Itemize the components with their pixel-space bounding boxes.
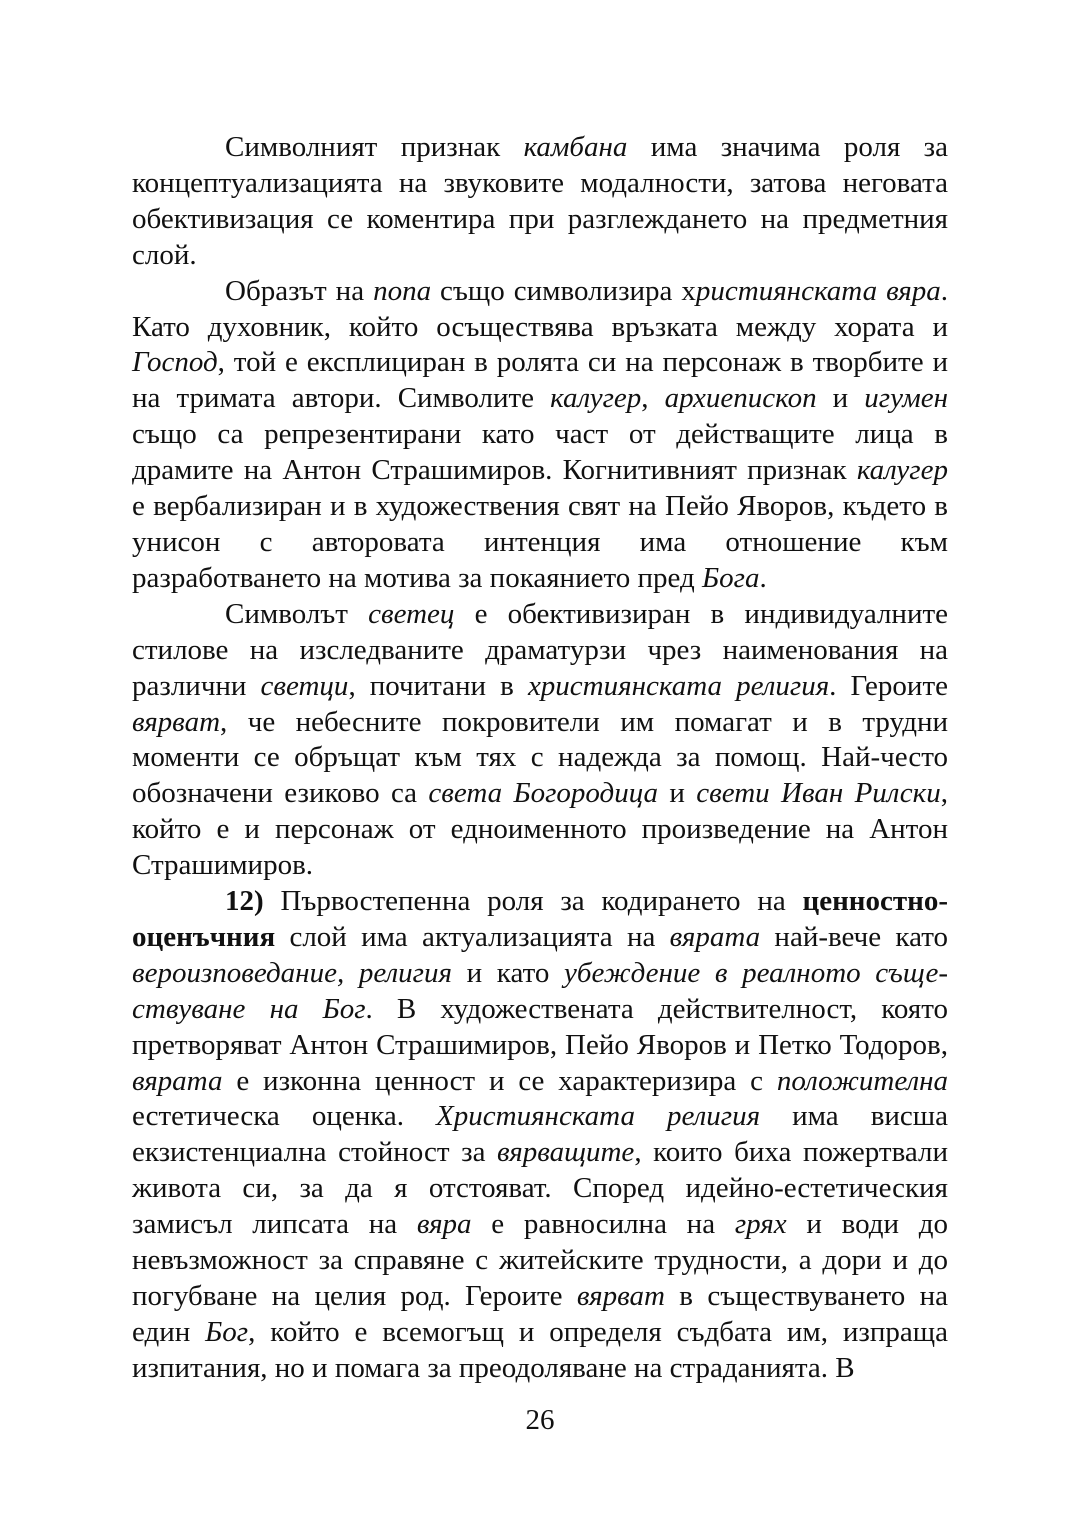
italic-term: архиепископ — [664, 382, 817, 415]
text-run: е изконна ценност и се характеризира с — [222, 1064, 777, 1097]
text-run: в съществуването на един — [132, 1280, 948, 1348]
text-run: , който е и персонаж от едноименното произведение на Антон Страшимиров. — [132, 777, 948, 882]
italic-term: вярата — [132, 1064, 223, 1097]
text-run: , които биха пожертвали живота си, за да я отстояват. Според идейно-естетическия замисъл липсата на — [132, 1136, 948, 1241]
paragraph — [132, 597, 948, 884]
italic-term: камбана — [523, 131, 628, 163]
italic-term: вяра — [416, 1208, 472, 1241]
text-run: . В художествената действителност, която претворяват Антон Страшимиров, Пейо Яворов и Петко Тодоров, — [132, 992, 948, 1061]
italic-term: игумен — [864, 382, 948, 415]
paragraph — [132, 884, 948, 1387]
italic-term: Християнската религия — [436, 1100, 761, 1133]
text-run: и води до невъзможност за справяне с житейските трудности, а дори и до погубване на целия род. Героите — [132, 1208, 949, 1312]
text-run: е обективизиран в индивидуалните стилове на изследваните драматурзи чрез наименования на различни — [132, 597, 949, 702]
text-run: Първостепенна роля за кодирането на — [263, 885, 803, 918]
italic-term: ристиянската вяра — [695, 274, 941, 307]
text-run: и — [658, 777, 697, 810]
text-run: и — [816, 382, 865, 415]
text-run: . Като духовник, който осъществява връзката между хората и — [132, 274, 948, 343]
italic-term: светец — [368, 597, 455, 630]
text-run: и като — [451, 956, 565, 989]
text-run: , той е експлициран в ролята си на персонаж в творбите и на тримата автори. Символите — [132, 346, 948, 415]
paragraph — [132, 130, 948, 274]
italic-term: вярват — [132, 705, 221, 738]
italic-term: убеждение в реалното съществуване на Бог — [132, 956, 948, 1025]
bold-term: ценностно-оценъчния — [132, 885, 948, 953]
italic-term: Бог — [205, 1315, 249, 1348]
text-run: естетическа оценка. — [132, 1100, 437, 1133]
text-run: има значима роля за концептуализацията на звуковите модалности, затова неговата обективизация се коментира при разглеждането на предметния слой. — [132, 131, 949, 271]
italic-term: света Богородица — [428, 777, 659, 810]
italic-term: християнската религия — [527, 669, 830, 702]
italic-term: положителна — [776, 1064, 948, 1097]
text-run: . Героите — [829, 669, 948, 702]
text-run: също символизира х — [431, 274, 696, 307]
paragraph — [132, 274, 948, 597]
text-run: Символният признак — [225, 131, 524, 163]
page-body — [132, 130, 948, 1387]
italic-term: вярата — [669, 920, 761, 953]
bold-term: 12) — [225, 885, 264, 918]
italic-term: светци — [260, 669, 349, 702]
italic-term: Господ — [132, 346, 218, 379]
text-run: Образът на — [225, 274, 374, 307]
italic-term: вярват — [576, 1280, 665, 1312]
text-run: най-вече като — [760, 920, 948, 953]
text-run: е равносилна на — [471, 1208, 735, 1241]
italic-term: калугер — [550, 382, 642, 415]
italic-term: грях — [734, 1208, 787, 1241]
text-run: , че небесните покровители им помагат и в трудни моменти се обръщат към тях с надежда за помощ. Най-често обозначени езиково са — [132, 705, 948, 810]
text-run: , който е всемогъщ и определя съдбата им, изпраща изпитания, но и помага за преодоляване на страданията. В — [132, 1315, 948, 1384]
text-run: , — [641, 382, 665, 415]
italic-term: свети Иван Рилски — [696, 777, 941, 810]
italic-term: вероизповедание, религия — [132, 956, 452, 989]
text-run: . — [759, 561, 767, 594]
text-run: също са репрезентирани като част от действащите лица в драмите на Антон Страшимиров. Когнитивният признак — [132, 418, 948, 487]
page-number: 26 — [525, 1404, 555, 1436]
text-run: е вербализиран и в художествения свят на Пейо Яворов, където в унисон с авторовата интенция има отношение към разработването на мотива за покаянието пред — [132, 490, 948, 594]
text-run: , почитани в — [348, 669, 528, 702]
italic-term: калугер — [856, 454, 948, 487]
italic-term: вярващите — [497, 1136, 635, 1169]
text-run: има висша екзистенциална стойност за — [132, 1100, 948, 1169]
italic-term: попа — [373, 274, 432, 307]
text-run: Символът — [225, 597, 369, 630]
text-run: слой има актуализацията на — [275, 920, 670, 953]
italic-term: Бога — [702, 561, 760, 594]
